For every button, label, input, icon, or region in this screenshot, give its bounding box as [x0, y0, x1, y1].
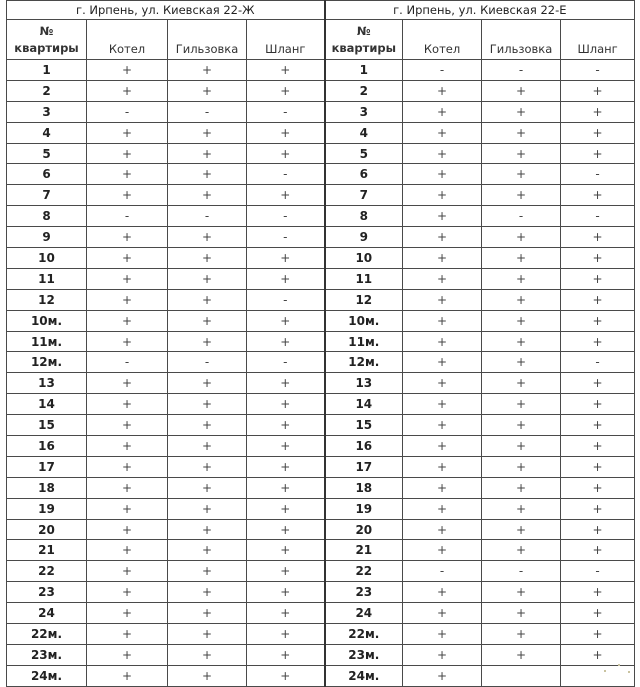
left-apt-number: 5	[7, 143, 87, 164]
table-row	[7, 456, 635, 477]
left-boiler-mark: +	[87, 373, 168, 394]
left-sleeve-mark: +	[168, 185, 247, 206]
right-boiler-mark: -	[403, 60, 482, 81]
table-row	[7, 268, 635, 289]
left-boiler-mark: +	[87, 143, 168, 164]
left-boiler-mark: +	[87, 456, 168, 477]
apt-number-word: квартиры	[14, 40, 79, 55]
left-boiler-mark: +	[87, 60, 168, 81]
left-hose-mark: +	[247, 60, 325, 81]
table-row	[7, 227, 635, 248]
left-boiler-mark: +	[87, 331, 168, 352]
right-sleeve-mark: +	[482, 143, 561, 164]
left-apt-number: 19	[7, 498, 87, 519]
right-sleeve-mark: +	[482, 248, 561, 269]
right-sleeve-mark: +	[482, 373, 561, 394]
left-hose-mark: +	[247, 644, 325, 665]
table-row	[7, 540, 635, 561]
table-row	[7, 436, 635, 457]
right-hose-mark: +	[561, 624, 635, 645]
right-sleeve-mark: +	[482, 436, 561, 457]
left-sleeve-mark: -	[168, 206, 247, 227]
inspection-table	[6, 0, 635, 687]
left-hose-mark: +	[247, 310, 325, 331]
right-hose-mark: +	[561, 122, 635, 143]
right-sleeve-mark: +	[482, 164, 561, 185]
left-sleeve-mark: +	[168, 561, 247, 582]
right-hose-mark: +	[561, 477, 635, 498]
right-sleeve-mark: +	[482, 540, 561, 561]
right-apt-number: 10м.	[325, 310, 403, 331]
left-sleeve-mark: +	[168, 603, 247, 624]
right-sleeve-mark: -	[482, 561, 561, 582]
left-hose-mark: +	[247, 373, 325, 394]
left-boiler-mark: +	[87, 80, 168, 101]
right-boiler-mark: +	[403, 665, 482, 686]
left-hose-mark: +	[247, 185, 325, 206]
right-hose-mark: +	[561, 415, 635, 436]
table-row	[7, 248, 635, 269]
left-hose-mark: +	[247, 665, 325, 686]
left-boiler-mark: +	[87, 540, 168, 561]
table-row	[7, 415, 635, 436]
left-hose-header: Шланг	[247, 20, 325, 60]
left-boiler-mark: +	[87, 227, 168, 248]
right-sleeve-mark: +	[482, 122, 561, 143]
left-sleeve-mark: +	[168, 624, 247, 645]
right-boiler-mark: +	[403, 101, 482, 122]
right-sleeve-mark: -	[482, 206, 561, 227]
table-row	[7, 477, 635, 498]
inspection-sheet	[6, 0, 634, 687]
left-sleeve-header: Гильзовка	[168, 20, 247, 60]
left-boiler-mark: +	[87, 248, 168, 269]
table-row	[7, 498, 635, 519]
left-hose-mark: +	[247, 80, 325, 101]
table-row	[7, 519, 635, 540]
right-hose-mark: +	[561, 227, 635, 248]
left-boiler-mark: +	[87, 310, 168, 331]
right-hose-mark	[561, 665, 635, 686]
left-apt-number: 23	[7, 582, 87, 603]
right-sleeve-mark: +	[482, 331, 561, 352]
right-sleeve-mark: +	[482, 185, 561, 206]
left-sleeve-mark: +	[168, 436, 247, 457]
right-hose-mark: +	[561, 80, 635, 101]
left-sleeve-mark: +	[168, 665, 247, 686]
right-apt-number: 6	[325, 164, 403, 185]
right-sleeve-mark: +	[482, 519, 561, 540]
right-apt-number: 23м.	[325, 644, 403, 665]
right-boiler-mark: +	[403, 80, 482, 101]
left-boiler-header: Котел	[87, 20, 168, 60]
right-apt-number: 22	[325, 561, 403, 582]
left-apt-number: 8	[7, 206, 87, 227]
apt-number-word: квартиры	[331, 40, 397, 55]
left-boiler-mark: +	[87, 644, 168, 665]
left-hose-mark: +	[247, 498, 325, 519]
right-sleeve-mark: +	[482, 352, 561, 373]
left-sleeve-mark: +	[168, 289, 247, 310]
table-row	[7, 331, 635, 352]
right-building-address: г. Ирпень, ул. Киевская 22-Е	[325, 1, 635, 20]
table-row	[7, 644, 635, 665]
table-row	[7, 310, 635, 331]
right-apt-number: 12	[325, 289, 403, 310]
left-hose-mark: +	[247, 436, 325, 457]
right-sleeve-mark: +	[482, 498, 561, 519]
left-hose-mark: +	[247, 331, 325, 352]
left-apt-number: 22	[7, 561, 87, 582]
left-hose-mark: -	[247, 101, 325, 122]
right-apt-number: 8	[325, 206, 403, 227]
left-boiler-mark: +	[87, 268, 168, 289]
left-sleeve-mark: -	[168, 101, 247, 122]
right-apt-number: 7	[325, 185, 403, 206]
right-boiler-mark: +	[403, 310, 482, 331]
right-apt-number: 18	[325, 477, 403, 498]
right-sleeve-mark: +	[482, 268, 561, 289]
right-hose-mark: +	[561, 603, 635, 624]
right-sleeve-mark: +	[482, 394, 561, 415]
right-apt-number: 1	[325, 60, 403, 81]
right-apt-number: 12м.	[325, 352, 403, 373]
left-apt-number: 12	[7, 289, 87, 310]
table-row	[7, 80, 635, 101]
right-boiler-mark: +	[403, 373, 482, 394]
right-boiler-mark: +	[403, 185, 482, 206]
left-sleeve-mark: +	[168, 415, 247, 436]
left-sleeve-mark: -	[168, 352, 247, 373]
left-apt-number: 16	[7, 436, 87, 457]
right-boiler-mark: +	[403, 352, 482, 373]
right-hose-mark: +	[561, 519, 635, 540]
right-apt-number: 2	[325, 80, 403, 101]
left-apt-number: 7	[7, 185, 87, 206]
table-row	[7, 394, 635, 415]
right-boiler-mark: +	[403, 394, 482, 415]
right-hose-mark: +	[561, 582, 635, 603]
right-apt-number: 11	[325, 268, 403, 289]
right-hose-mark: +	[561, 185, 635, 206]
right-boiler-mark: +	[403, 248, 482, 269]
right-boiler-mark: +	[403, 143, 482, 164]
left-apt-number: 10	[7, 248, 87, 269]
table-row	[7, 122, 635, 143]
left-boiler-mark: +	[87, 436, 168, 457]
right-hose-mark: -	[561, 352, 635, 373]
right-apt-number: 24	[325, 603, 403, 624]
right-sleeve-mark: +	[482, 227, 561, 248]
left-apt-number: 12м.	[7, 352, 87, 373]
left-sleeve-mark: +	[168, 80, 247, 101]
right-apt-number: 13	[325, 373, 403, 394]
right-sleeve-mark: +	[482, 101, 561, 122]
address-row	[7, 1, 635, 20]
left-boiler-mark: +	[87, 624, 168, 645]
right-boiler-mark: +	[403, 164, 482, 185]
left-boiler-mark: +	[87, 477, 168, 498]
left-boiler-mark: -	[87, 101, 168, 122]
right-apt-number: 20	[325, 519, 403, 540]
right-sleeve-mark: +	[482, 644, 561, 665]
right-hose-mark: +	[561, 310, 635, 331]
left-apt-number: 14	[7, 394, 87, 415]
table-row	[7, 206, 635, 227]
left-boiler-mark: +	[87, 561, 168, 582]
left-hose-mark: +	[247, 477, 325, 498]
right-hose-mark: +	[561, 248, 635, 269]
right-boiler-mark: +	[403, 268, 482, 289]
right-hose-mark: +	[561, 436, 635, 457]
left-apt-number: 11м.	[7, 331, 87, 352]
right-boiler-mark: +	[403, 122, 482, 143]
left-apt-number: 24	[7, 603, 87, 624]
left-sleeve-mark: +	[168, 498, 247, 519]
left-boiler-mark: +	[87, 122, 168, 143]
table-row	[7, 164, 635, 185]
right-boiler-mark: -	[403, 561, 482, 582]
left-hose-mark: +	[247, 394, 325, 415]
right-sleeve-mark: +	[482, 603, 561, 624]
right-sleeve-mark: +	[482, 80, 561, 101]
left-hose-mark: +	[247, 582, 325, 603]
right-apt-number-header	[325, 20, 403, 60]
table-row	[7, 603, 635, 624]
left-boiler-mark: +	[87, 519, 168, 540]
table-row	[7, 373, 635, 394]
table-row	[7, 185, 635, 206]
right-hose-mark: +	[561, 644, 635, 665]
left-apt-number: 13	[7, 373, 87, 394]
right-hose-mark: -	[561, 206, 635, 227]
left-building-address: г. Ирпень, ул. Киевская 22-Ж	[7, 1, 325, 20]
left-hose-mark: +	[247, 248, 325, 269]
left-hose-mark: +	[247, 268, 325, 289]
left-sleeve-mark: +	[168, 60, 247, 81]
left-apt-number: 10м.	[7, 310, 87, 331]
right-sleeve-mark	[482, 665, 561, 686]
right-apt-number: 16	[325, 436, 403, 457]
left-boiler-mark: +	[87, 582, 168, 603]
right-boiler-mark: +	[403, 227, 482, 248]
left-hose-mark: -	[247, 164, 325, 185]
left-sleeve-mark: +	[168, 268, 247, 289]
right-sleeve-mark: +	[482, 289, 561, 310]
left-apt-number: 3	[7, 101, 87, 122]
left-hose-mark: +	[247, 415, 325, 436]
left-sleeve-mark: +	[168, 331, 247, 352]
left-apt-number-header	[7, 20, 87, 60]
right-boiler-header: Котел	[403, 20, 482, 60]
left-boiler-mark: +	[87, 164, 168, 185]
right-hose-mark: +	[561, 373, 635, 394]
left-apt-number: 11	[7, 268, 87, 289]
left-boiler-mark: +	[87, 498, 168, 519]
right-boiler-mark: +	[403, 331, 482, 352]
table-body	[7, 60, 635, 687]
right-apt-number: 21	[325, 540, 403, 561]
right-boiler-mark: +	[403, 582, 482, 603]
right-sleeve-header: Гильзовка	[482, 20, 561, 60]
left-sleeve-mark: +	[168, 477, 247, 498]
left-hose-mark: -	[247, 289, 325, 310]
left-hose-mark: +	[247, 561, 325, 582]
left-hose-mark: -	[247, 206, 325, 227]
right-apt-number: 15	[325, 415, 403, 436]
table-row	[7, 582, 635, 603]
table-row	[7, 289, 635, 310]
apt-number-sign: №	[39, 23, 54, 38]
right-hose-mark: +	[561, 143, 635, 164]
table-row	[7, 101, 635, 122]
left-sleeve-mark: +	[168, 394, 247, 415]
left-hose-mark: -	[247, 352, 325, 373]
right-boiler-mark: +	[403, 477, 482, 498]
left-apt-number: 22м.	[7, 624, 87, 645]
left-sleeve-mark: +	[168, 248, 247, 269]
left-boiler-mark: +	[87, 415, 168, 436]
left-hose-mark: +	[247, 603, 325, 624]
right-apt-number: 19	[325, 498, 403, 519]
right-apt-number: 24м.	[325, 665, 403, 686]
right-boiler-mark: +	[403, 624, 482, 645]
left-sleeve-mark: +	[168, 582, 247, 603]
right-boiler-mark: +	[403, 456, 482, 477]
left-apt-number: 21	[7, 540, 87, 561]
left-sleeve-mark: +	[168, 310, 247, 331]
right-sleeve-mark: +	[482, 310, 561, 331]
left-sleeve-mark: +	[168, 143, 247, 164]
right-hose-mark: +	[561, 540, 635, 561]
left-hose-mark: +	[247, 143, 325, 164]
left-apt-number: 15	[7, 415, 87, 436]
right-hose-mark: -	[561, 164, 635, 185]
left-apt-number: 18	[7, 477, 87, 498]
left-apt-number: 23м.	[7, 644, 87, 665]
left-apt-number: 4	[7, 122, 87, 143]
right-boiler-mark: +	[403, 540, 482, 561]
left-apt-number: 24м.	[7, 665, 87, 686]
table-row	[7, 60, 635, 81]
left-sleeve-mark: +	[168, 519, 247, 540]
left-hose-mark: +	[247, 122, 325, 143]
left-boiler-mark: -	[87, 206, 168, 227]
right-hose-mark: +	[561, 331, 635, 352]
table-row	[7, 624, 635, 645]
right-hose-mark: -	[561, 60, 635, 81]
table-row	[7, 665, 635, 686]
right-boiler-mark: +	[403, 415, 482, 436]
left-sleeve-mark: +	[168, 456, 247, 477]
right-sleeve-mark: +	[482, 582, 561, 603]
left-sleeve-mark: +	[168, 164, 247, 185]
left-apt-number: 1	[7, 60, 87, 81]
right-hose-mark: +	[561, 394, 635, 415]
scan-speck	[628, 671, 630, 673]
column-header-row	[7, 20, 635, 60]
left-apt-number: 9	[7, 227, 87, 248]
scan-speck	[618, 664, 620, 666]
left-boiler-mark: +	[87, 394, 168, 415]
scan-speck	[604, 670, 606, 672]
right-apt-number: 11м.	[325, 331, 403, 352]
left-hose-mark: -	[247, 227, 325, 248]
right-apt-number: 14	[325, 394, 403, 415]
right-hose-mark: +	[561, 289, 635, 310]
table-row	[7, 143, 635, 164]
right-apt-number: 17	[325, 456, 403, 477]
left-apt-number: 20	[7, 519, 87, 540]
right-apt-number: 3	[325, 101, 403, 122]
right-boiler-mark: +	[403, 436, 482, 457]
right-apt-number: 10	[325, 248, 403, 269]
right-boiler-mark: +	[403, 206, 482, 227]
left-boiler-mark: +	[87, 603, 168, 624]
left-sleeve-mark: +	[168, 373, 247, 394]
right-boiler-mark: +	[403, 498, 482, 519]
left-sleeve-mark: +	[168, 227, 247, 248]
left-boiler-mark: +	[87, 665, 168, 686]
right-sleeve-mark: +	[482, 624, 561, 645]
left-apt-number: 6	[7, 164, 87, 185]
left-sleeve-mark: +	[168, 540, 247, 561]
right-hose-mark: +	[561, 456, 635, 477]
left-apt-number: 2	[7, 80, 87, 101]
right-hose-mark: +	[561, 268, 635, 289]
left-boiler-mark: +	[87, 185, 168, 206]
right-apt-number: 22м.	[325, 624, 403, 645]
right-hose-mark: -	[561, 561, 635, 582]
left-sleeve-mark: +	[168, 644, 247, 665]
right-sleeve-mark: -	[482, 60, 561, 81]
table-row	[7, 561, 635, 582]
right-sleeve-mark: +	[482, 477, 561, 498]
right-apt-number: 23	[325, 582, 403, 603]
right-sleeve-mark: +	[482, 415, 561, 436]
right-sleeve-mark: +	[482, 456, 561, 477]
right-hose-header: Шланг	[561, 20, 635, 60]
left-hose-mark: +	[247, 456, 325, 477]
right-apt-number: 4	[325, 122, 403, 143]
right-hose-mark: +	[561, 498, 635, 519]
left-hose-mark: +	[247, 540, 325, 561]
left-hose-mark: +	[247, 624, 325, 645]
right-hose-mark: +	[561, 101, 635, 122]
apt-number-sign: №	[356, 23, 371, 38]
left-apt-number: 17	[7, 456, 87, 477]
right-boiler-mark: +	[403, 289, 482, 310]
table-row	[7, 352, 635, 373]
right-apt-number: 5	[325, 143, 403, 164]
right-boiler-mark: +	[403, 603, 482, 624]
left-sleeve-mark: +	[168, 122, 247, 143]
right-boiler-mark: +	[403, 644, 482, 665]
right-boiler-mark: +	[403, 519, 482, 540]
left-boiler-mark: -	[87, 352, 168, 373]
left-hose-mark: +	[247, 519, 325, 540]
left-boiler-mark: +	[87, 289, 168, 310]
right-apt-number: 9	[325, 227, 403, 248]
